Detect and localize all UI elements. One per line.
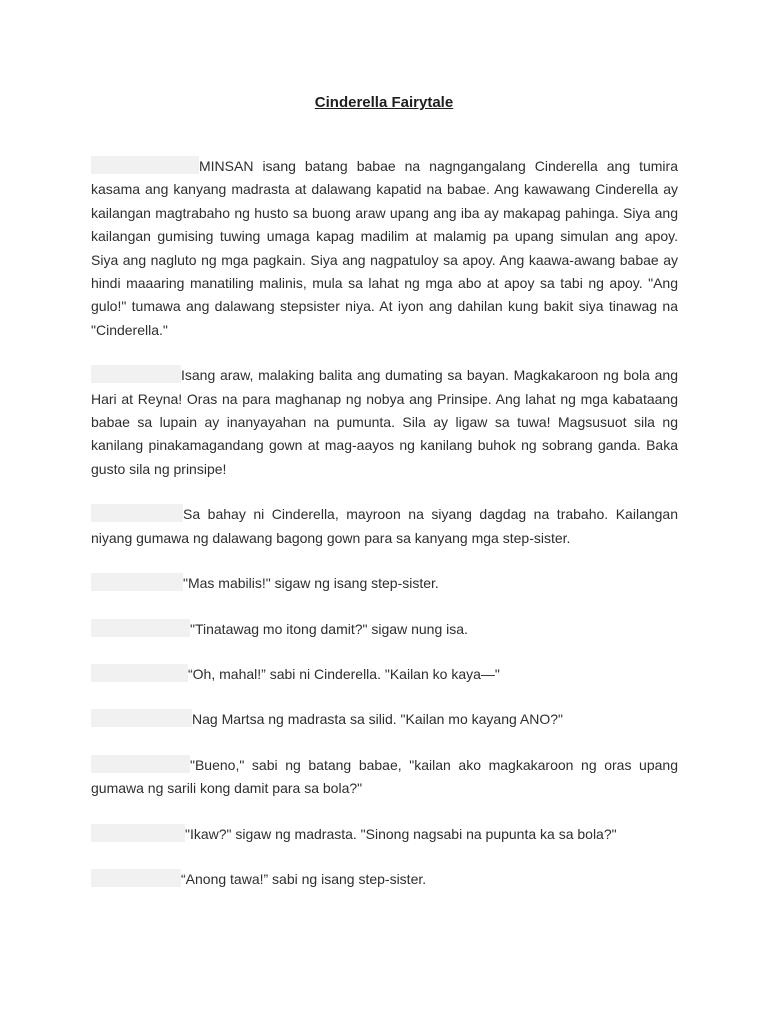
paragraph-1 bbox=[91, 155, 678, 342]
paragraph-text: "Tinatawag mo itong damit?" sigaw nung isa. bbox=[190, 620, 468, 637]
paragraph-3 bbox=[91, 503, 678, 550]
paragraph-10 bbox=[91, 868, 678, 891]
paragraph-4 bbox=[91, 572, 678, 595]
paragraph-8 bbox=[91, 754, 678, 801]
paragraph-6 bbox=[91, 663, 678, 686]
paragraph-text: "Ikaw?" sigaw ng madrasta. "Sinong nagsabi na pupunta ka sa bola?" bbox=[185, 825, 617, 842]
paragraph-text: Nag Martsa ng madrasta sa silid. "Kailan mo kayang ANO?" bbox=[192, 711, 563, 728]
paragraph-2 bbox=[91, 364, 678, 481]
paragraph-text: “Anong tawa!” sabi ng isang step-sister. bbox=[181, 870, 427, 887]
indent-highlight bbox=[91, 156, 199, 174]
paragraph-5 bbox=[91, 618, 678, 641]
indent-highlight bbox=[91, 573, 183, 591]
indent-highlight bbox=[91, 504, 183, 522]
paragraph-text: Sa bahay ni Cinderella, mayroon na siyang dagdag na trabaho. Kailangan niyang gumawa ng dalawang bagong gown para sa kanyang mga step-sister. bbox=[91, 506, 678, 546]
indent-highlight bbox=[91, 755, 190, 773]
paragraph-7 bbox=[91, 708, 678, 731]
paragraph-text: MINSAN isang batang babae na nagngangalang Cinderella ang tumira kasama ang kanyang madrasta at dalawang kapatid na babae. Ang kawawang Cinderella ay kailangan magtrabaho ng husto sa buong araw upang ang iba ay makapag pahinga. Siya ang kailangan gumising tuwing umaga kapag madilim at malamig pa upang simulan ang apoy. Siya ang nagluto ng mga pagkain. Siya ang nagpatuloy sa apoy. Ang kaawa-awang babae ay hindi maaaring manatiling malinis, mula sa lahat ng mga abo at apoy sa tabi ng apoy. "Ang gulo!" tumawa ang dalawang stepsister niya. At iyon ang dahilan kung bakit siya tinawag na "Cinderella." bbox=[91, 158, 678, 338]
indent-highlight bbox=[91, 869, 181, 887]
paragraph-text: Isang araw, malaking balita ang dumating sa bayan. Magkakaroon ng bola ang Hari at Reyna! Oras na para maghanap ng nobya ang Prinsipe. Ang lahat ng mga kabataang babae sa lupain ay inanyayahan na pumunta. Sila ay ligaw sa tuwa! Magsusuot sila ng kanilang pinakamagandang gown at mag-aayos ng kanilang buhok ng sobrang ganda. Baka gusto sila ng prinsipe! bbox=[91, 367, 678, 477]
paragraph-text: "Bueno," sabi ng batang babae, "kailan ako magkakaroon ng oras upang gumawa ng sarili kong damit para sa bola?" bbox=[91, 756, 678, 797]
paragraph-text: “Oh, mahal!” sabi ni Cinderella. "Kailan ko kaya—" bbox=[188, 665, 500, 682]
paragraph-9 bbox=[91, 823, 678, 846]
indent-highlight bbox=[91, 365, 181, 383]
document-body bbox=[91, 155, 678, 913]
paragraph-text: "Mas mabilis!" sigaw ng isang step-sister. bbox=[183, 575, 439, 592]
indent-highlight bbox=[91, 619, 190, 637]
indent-highlight bbox=[91, 664, 188, 682]
document-title: Cinderella Fairytale bbox=[314, 94, 454, 111]
indent-highlight bbox=[91, 709, 192, 727]
indent-highlight bbox=[91, 824, 185, 842]
